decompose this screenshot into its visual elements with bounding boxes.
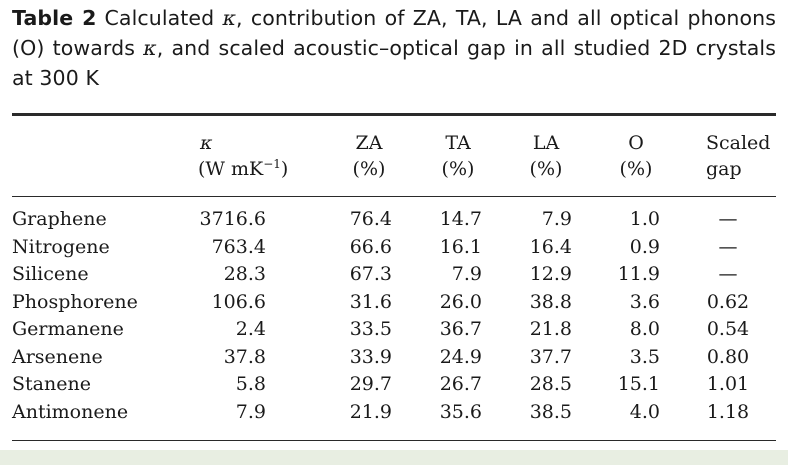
cell-kappa: 5.8 [235,373,266,395]
cell-kappa: 2.4 [235,318,266,340]
kappa-symbol: κ [143,36,157,60]
row-name: Stanene [12,373,91,395]
cell-za: 76.4 [349,208,392,230]
cell-la: 12.9 [529,263,572,285]
cell-o: 0.9 [629,236,660,258]
row-name: Phosphorene [12,291,138,313]
cell-za: 29.7 [349,373,392,395]
cell-ta: 24.9 [439,346,482,368]
cell-o: 15.1 [617,373,660,395]
cell-gap: 0.54 [706,318,750,340]
cell-za: 33.5 [349,318,392,340]
row-name: Nitrogene [12,236,110,258]
cell-o: 3.5 [629,346,660,368]
cell-gap: 1.01 [706,373,750,395]
cell-gap: 1.18 [706,401,750,423]
cell-ta: 35.6 [439,401,482,423]
cell-kappa: 106.6 [211,291,266,313]
cell-ta: 16.1 [439,236,482,258]
header-la: LA [532,132,560,154]
header-o-unit: (%) [619,158,653,180]
header-za-unit: (%) [352,158,386,180]
cell-la: 38.8 [529,291,572,313]
cell-gap: 0.62 [706,291,750,313]
caption-text: Calculated [104,6,223,30]
header-la-unit: (%) [529,158,563,180]
cell-ta: 14.7 [439,208,482,230]
header-kappa-unit: (W $mK^{-1}$) [198,157,289,180]
cell-o: 8.0 [629,318,660,340]
cell-gap: — [718,236,738,258]
row-name: Germanene [12,318,124,340]
footer-band [0,450,788,465]
header-scaled-gap: Scaled [706,132,771,154]
row-name: Silicene [12,263,89,285]
cell-o: 3.6 [629,291,660,313]
row-name: Arsenene [12,346,103,368]
cell-o: 1.0 [629,208,660,230]
cell-kappa: 37.8 [223,346,266,368]
cell-ta: 36.7 [439,318,482,340]
header-ta: TA [445,132,471,154]
header-kappa-symbol: κ [200,132,213,154]
cell-la: 37.7 [529,346,572,368]
cell-gap: — [718,263,738,285]
cell-za: 33.9 [349,346,392,368]
header-o: O [628,132,644,154]
cell-za: 31.6 [349,291,392,313]
cell-gap: 0.80 [706,346,750,368]
cell-o: 11.9 [617,263,660,285]
cell-la: 7.9 [541,208,572,230]
cell-kappa: 3716.6 [199,208,266,230]
cell-za: 21.9 [349,401,392,423]
cell-la: 16.4 [529,236,572,258]
cell-kappa: 763.4 [211,236,266,258]
table-label: Table 2 [12,6,97,30]
caption-text: , and scaled acoustic–optical gap in all studied 2D crystals at 300 K [12,36,776,90]
cell-gap: — [718,208,738,230]
cell-la: 38.5 [529,401,572,423]
cell-la: 21.8 [529,318,572,340]
cell-za: 67.3 [349,263,392,285]
header-scaled-gap-2: gap [706,158,742,180]
cell-ta: 26.0 [439,291,482,313]
cell-la: 28.5 [529,373,572,395]
row-name: Antimonene [12,401,129,423]
row-name: Graphene [12,208,107,230]
cell-kappa: 28.3 [223,263,266,285]
header-ta-unit: (%) [441,158,475,180]
header-za: ZA [355,132,383,154]
cell-ta: 26.7 [439,373,482,395]
cell-kappa: 7.9 [235,401,266,423]
cell-ta: 7.9 [451,263,482,285]
cell-o: 4.0 [629,401,660,423]
kappa-symbol: κ [222,6,237,30]
cell-za: 66.6 [349,236,392,258]
caption-text: , contribution of ZA, TA, LA and all optical phonons (O) towards [12,6,776,60]
